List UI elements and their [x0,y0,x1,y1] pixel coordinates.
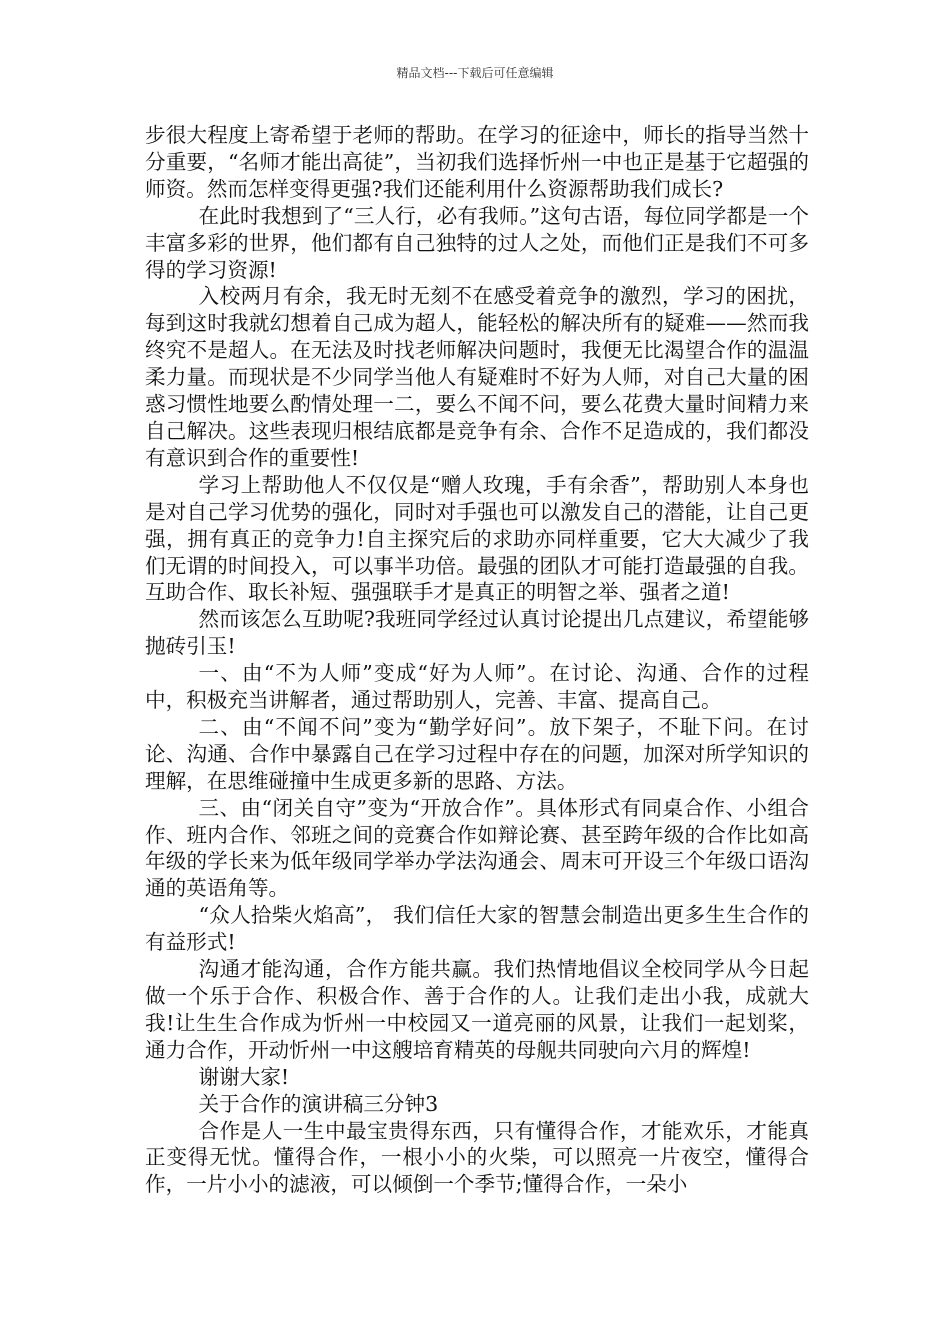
section-title: 关于合作的演讲稿三分钟3 [198,1091,439,1116]
paragraph-3: 入校两月有余，我无时无刻不在感受着竞争的激烈，学习的困扰，每到这时我就幻想着自己成为超人，能轻松的解决所有的疑难——然而我终究不是超人。在无法及时找老师解决问题时，我便无比渴望合作的温温柔力量。而现状是不少同学当他人有疑难时不好为人师，对自己大量的困惑习惯性地要么酌情处理一二，要么不闻不问，要么花费大量时间精力来自己解决。这些表现归根结底都是竞争有余、合作不足造成的，我们都没有意识到合作的重要性! [145,284,809,470]
document-body [145,122,809,1198]
page-header: 精品文档---下载后可任意编辑 [396,66,554,80]
paragraph-thanks: 谢谢大家! [198,1064,290,1089]
paragraph-5: 然而该怎么互助呢?我班同学经过认真讨论提出几点建议，希望能够抛砖引玉! [145,607,809,659]
paragraph-2: 在此时我想到了“三人行，必有我师。”这句古语，每位同学都是一个丰富多彩的世界，他们都有自己独特的过人之处，而他们正是我们不可多得的学习资源! [145,203,809,282]
paragraph-1: 步很大程度上寄希望于老师的帮助。在学习的征途中，师长的指导当然十分重要，“名师才能出高徒”，当初我们选择忻州一中也正是基于它超强的师资。然而怎样变得更强?我们还能利用什么资源帮助我们成长? [145,123,809,201]
paragraph-13: 合作是人一生中最宝贵得东西，只有懂得合作，才能欢乐，才能真正变得无忧。懂得合作，一根小小的火柴，可以照亮一片夜空，懂得合作，一片小小的滤液，可以倾倒一个季节;懂得合作，一朵小 [145,1118,809,1197]
paragraph-8: 三、由“闭关自守”变为“开放合作”。具体形式有同桌合作、小组合作、班内合作、邻班之间的竞赛合作如辩论赛、甚至跨年级的合作比如高年级的学长来为低年级同学举办学法沟通会、周末可开设三个年级口语沟通的英语角等。 [145,795,809,901]
paragraph-6: 一、由“不为人师”变成“好为人师”。在讨论、沟通、合作的过程中，积极充当讲解者，通过帮助别人，完善、丰富、提高自己。 [145,661,809,713]
paragraph-4: 学习上帮助他人不仅仅是“赠人玫瑰，手有余香”，帮助别人本身也是对自己学习优势的强化，同时对手强也可以激发自己的潜能，让自己更强，拥有真正的竞争力!自主探究后的求助亦同样重要，它大大减少了我们无谓的时间投入，可以事半功倍。最强的团队才可能打造最强的自我。互助合作、取长补短、强强联手才是真正的明智之举、强者之道! [145,472,809,605]
paragraph-7: 二、由“不闻不问”变为“勤学好问”。放下架子，不耻下问。在讨论、沟通、合作中暴露自己在学习过程中存在的问题，加深对所学知识的理解，在思维碰撞中生成更多新的思路、方法。 [145,714,809,793]
paragraph-10: 沟通才能沟通，合作方能共赢。我们热情地倡议全校同学从今日起做一个乐于合作、积极合作、善于合作的人。让我们走出小我，成就大我!让生生合作成为忻州一中校园又一道亮丽的风景，让我们一起划桨，通力合作，开动忻州一中这艘培育精英的母舰共同驶向六月的辉煌! [145,957,809,1062]
paragraph-9: “众人拾柴火焰高”， 我们信任大家的智慧会制造出更多生生合作的有益形式! [145,903,809,955]
